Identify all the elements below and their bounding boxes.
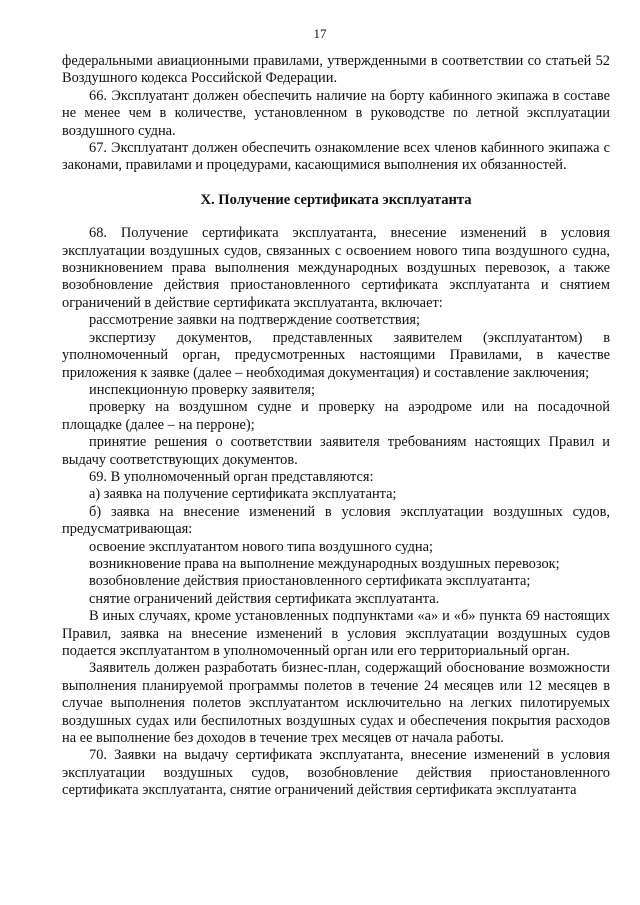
paragraph: принятие решения о соответствии заявителя требованиям настоящих Правил и выдачу соответствующих документов. (62, 434, 610, 468)
paragraph: инспекционную проверку заявителя; (89, 381, 316, 398)
paragraph: возникновение права на выполнение международных воздушных перевозок; (89, 555, 560, 572)
paragraph: 69. В уполномоченный орган представляются: (89, 468, 374, 485)
paragraph: б) заявка на внесение изменений в условия эксплуатации воздушных судов, предусматривающая: (62, 503, 610, 538)
paragraph: 68. Получение сертификата эксплуатанта, внесение изменений в условия эксплуатации воздушных судов, связанных с освоением нового типа воздушного судна, возникновением права выполнения международных воздушных перевозок, а также возобновление действия приостановленного сертификата эксплуатанта и снятием ограничений в действие сертификата эксплуатанта, включает: (62, 225, 610, 311)
section-heading: X. Получение сертификата эксплуатанта (200, 191, 472, 208)
paragraph: возобновление действия приостановленного сертификата эксплуатанта; (89, 573, 531, 590)
paragraph: 70. Заявки на выдачу сертификата эксплуатанта, внесение изменений в условия эксплуатации воздушных судов, возобновление действия приостановленного сертификата эксплуатанта, снятие ограничений действия сертификата эксплуатанта (62, 747, 610, 799)
paragraph: Заявитель должен разработать бизнес-план, содержащий обоснование возможности выполнения планируемой программы полетов в течение 24 месяцев или 12 месяцев в случае выполнения полетов эксплуатантом исключительно на легких пилотируемых воздушных судах или беспилотных воздушных судах и обеспечения покрытия расходов на ее выполнение без доходов в течение трех месяцев от начала работы. (62, 660, 610, 747)
paragraph: а) заявка на получение сертификата эксплуатанта; (89, 486, 397, 503)
paragraph: 66. Эксплуатант должен обеспечить наличие на борту кабинного экипажа в составе не менее чем в количестве, установленном в руководстве по летной эксплуатации воздушного судна. (62, 87, 610, 139)
paragraph: проверку на воздушном судне и проверку на аэродроме или на посадочной площадке (далее – на перроне); (62, 399, 610, 433)
paragraph: федеральными авиационными правилами, утвержденными в соответствии со статьей 52 Воздушного кодекса Российской Федерации. (62, 53, 610, 87)
paragraph: экспертизу документов, представленных заявителем (эксплуатантом) в уполномоченный орган, предусмотренных настоящими Правилами, в качестве приложения к заявке (далее – необходимая документация) и составление заключения; (62, 329, 610, 381)
paragraph: В иных случаях, кроме установленных подпунктами «а» и «б» пункта 69 настоящих Правил, заявка на внесение изменений в условия эксплуатации воздушных судов подается эксплуатантом в уполномоченный орган или его территориальный орган. (62, 608, 610, 659)
paragraph: рассмотрение заявки на подтверждение соответствия; (89, 312, 421, 329)
paragraph: снятие ограничений действия сертификата эксплуатанта. (89, 590, 440, 607)
paragraph: освоение эксплуатантом нового типа воздушного судна; (89, 538, 434, 555)
paragraph: 67. Эксплуатант должен обеспечить ознакомление всех членов кабинного экипажа с законами, правилами и процедурами, касающимися выполнения их обязанностей. (62, 140, 610, 174)
page-content (62, 53, 610, 800)
page-number: 17 (313, 26, 327, 41)
